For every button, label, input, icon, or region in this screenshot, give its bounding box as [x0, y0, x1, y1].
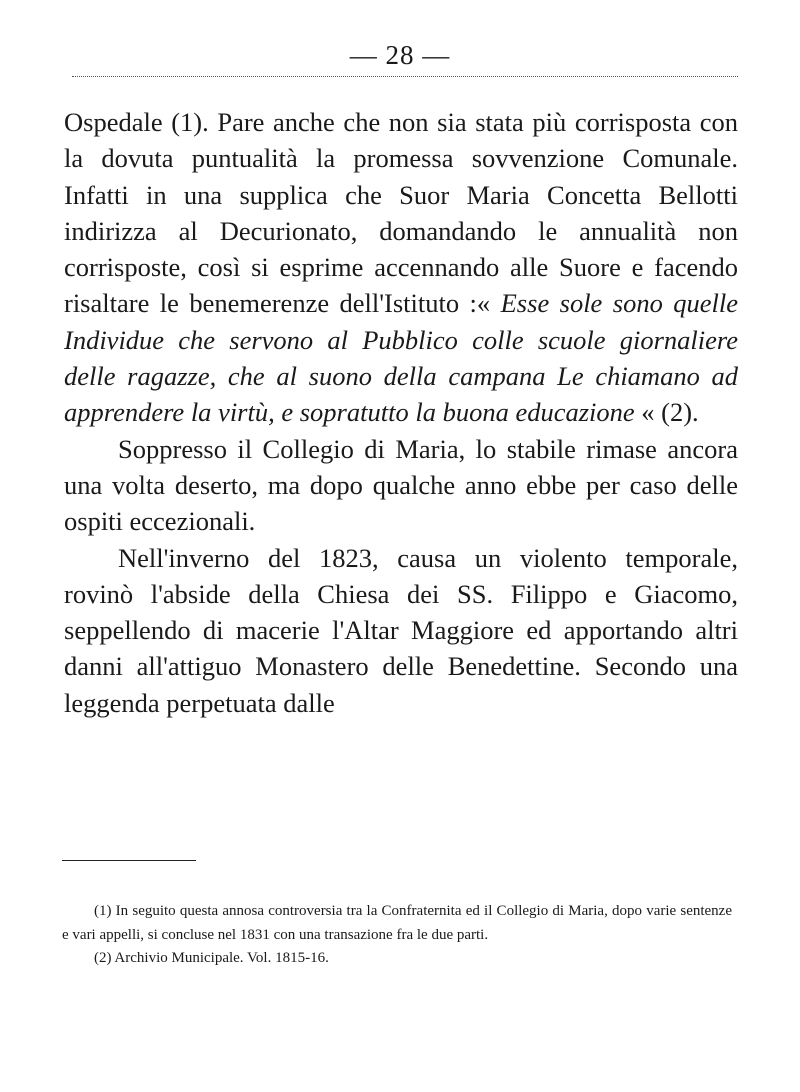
footnote-1: (1) In seguito questa annosa controversia tra la Confraternita ed il Collegio di Maria, dopo varie sentenze e vari appelli, si concluse nel 1831 con una transazione fra le due parti. [62, 903, 732, 943]
paragraph-1-text: Ospedale (1). Pare anche che non sia stata più corrisposta con la dovuta puntualità la promessa sovvenzione Comunale. Infatti in una supplica che Suor Maria Concetta Bellotti indirizza al Decurionato, domandando le annualità non corrisposte, così si esprime accennando alle Suore e facendo risaltare le benemerenze dell'Istituto :« [64, 107, 738, 319]
footnotes [62, 900, 732, 971]
main-text [64, 104, 738, 721]
footnote-separator [62, 860, 196, 861]
paragraph-1 [64, 104, 738, 431]
paragraph-3: Nell'inverno del 1823, causa un violento temporale, rovinò l'abside della Chiesa dei SS. Filippo e Giacomo, seppellendo di macerie l'Altar Maggiore ed apportando altri danni all'attiguo Monastero delle Benedettine. Secondo una leggenda perpetuata dalle [64, 542, 738, 718]
quoted-supplication: Esse sole sono quelle Individue che servono al Pubblico colle scuole giornaliere delle ragazze, che al suono della campana Le chiamano ad apprendere la virtù, e sopratutto la buona educazione [64, 288, 739, 428]
paragraph-1-footnote-ref: « (2). [641, 397, 699, 428]
paragraph-2: Soppresso il Collegio di Maria, lo stabile rimase ancora una volta deserto, ma dopo qualche anno ebbe per caso delle ospiti eccezionali. [64, 433, 738, 537]
header-dotted-rule [72, 76, 738, 77]
page-number: — 28 — [349, 40, 451, 70]
footnote-2: (2) Archivio Municipale. Vol. 1815-16. [94, 950, 329, 966]
